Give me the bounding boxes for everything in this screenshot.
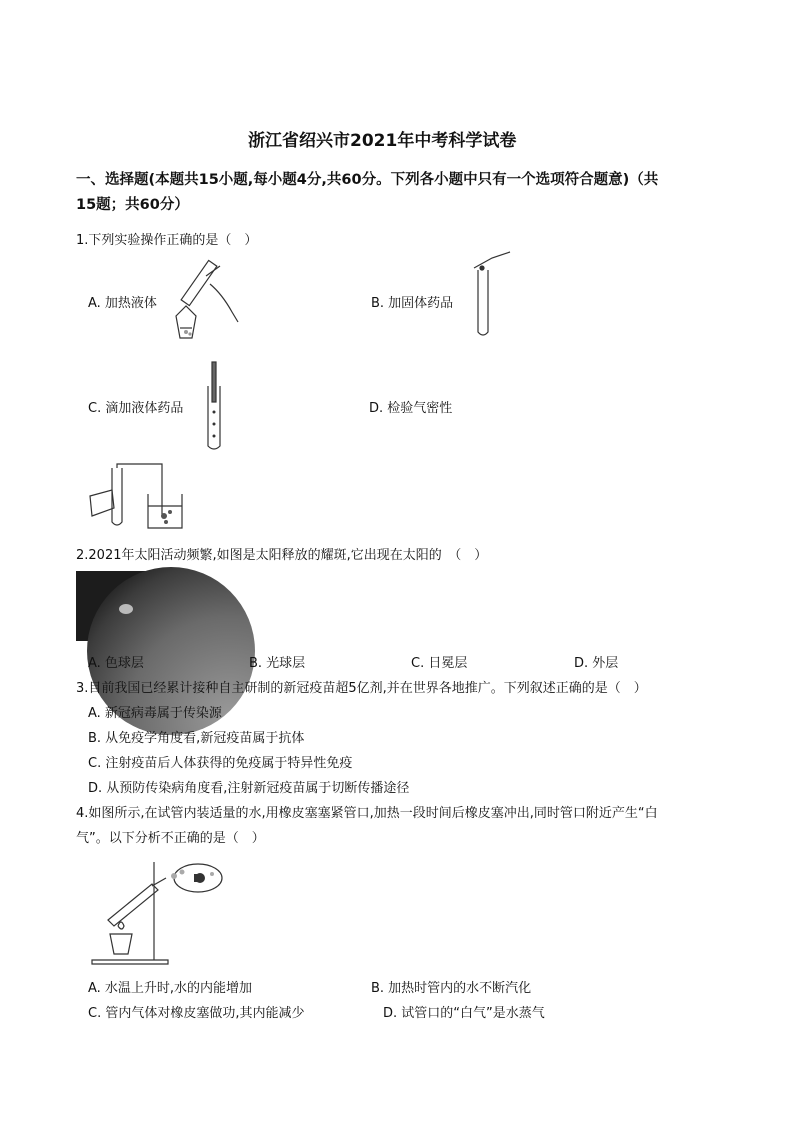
q4-option-a: A. 水温上升时,水的内能增加	[88, 981, 253, 996]
q3-option-b: B. 从免疫学角度看,新冠疫苗属于抗体	[88, 731, 305, 746]
question-4-stem-line1: 4.如图所示,在试管内装适量的水,用橡皮塞塞紧管口,加热一段时间后橡皮塞冲出,同时管口附近产生“白	[76, 806, 658, 821]
q4-test-tube-heating-figure	[88, 856, 238, 968]
q1-option-a: A. 加热液体	[88, 296, 157, 311]
q1-heating-liquid-figure	[162, 254, 244, 344]
q4-option-c: C. 管内气体对橡皮塞做功,其内能减少	[88, 1006, 305, 1021]
q2-solar-flare-image	[76, 571, 171, 641]
q4-option-d: D. 试管口的“白气”是水蒸气	[383, 1006, 545, 1021]
question-4-stem-line2: 气”。以下分析不正确的是（ ）	[76, 831, 265, 846]
q1-adding-solid-figure	[470, 252, 525, 338]
q2-option-b: B. 光球层	[249, 656, 306, 671]
q2-option-a: A. 色球层	[88, 656, 144, 671]
q4-option-b: B. 加热时管内的水不断汽化	[371, 981, 532, 996]
q3-option-c: C. 注射疫苗后人体获得的免疫属于特异性免疫	[88, 756, 353, 771]
section-heading-line1: 一、选择题(本题共15小题,每小题4分,共60分。下列各小题中只有一个选项符合题意)（共	[76, 172, 659, 188]
q1-option-b: B. 加固体药品	[371, 296, 454, 311]
q2-option-d: D. 外层	[574, 656, 619, 671]
q1-dropping-liquid-figure	[200, 360, 230, 452]
q3-option-d: D. 从预防传染病角度看,注射新冠疫苗属于切断传播途径	[88, 781, 410, 796]
q3-option-a: A. 新冠病毒属于传染源	[88, 706, 222, 721]
q1-option-d: D. 检验气密性	[369, 401, 453, 416]
section-heading-line2: 15题；共60分）	[76, 197, 189, 213]
page-title: 浙江省绍兴市2021年中考科学试卷	[248, 131, 517, 151]
q2-option-c: C. 日冕层	[411, 656, 468, 671]
question-1-stem: 1.下列实验操作正确的是（ ）	[76, 233, 258, 248]
q1-airtightness-test-figure	[86, 456, 192, 534]
question-2-stem: 2.2021年太阳活动频繁,如图是太阳释放的耀斑,它出现在太阳的 （ ）	[76, 548, 488, 563]
q1-option-c: C. 滴加液体药品	[88, 401, 184, 416]
question-3-stem: 3.目前我国已经累计接种自主研制的新冠疫苗超5亿剂,并在世界各地推广。下列叙述正确的是（ ）	[76, 681, 647, 696]
